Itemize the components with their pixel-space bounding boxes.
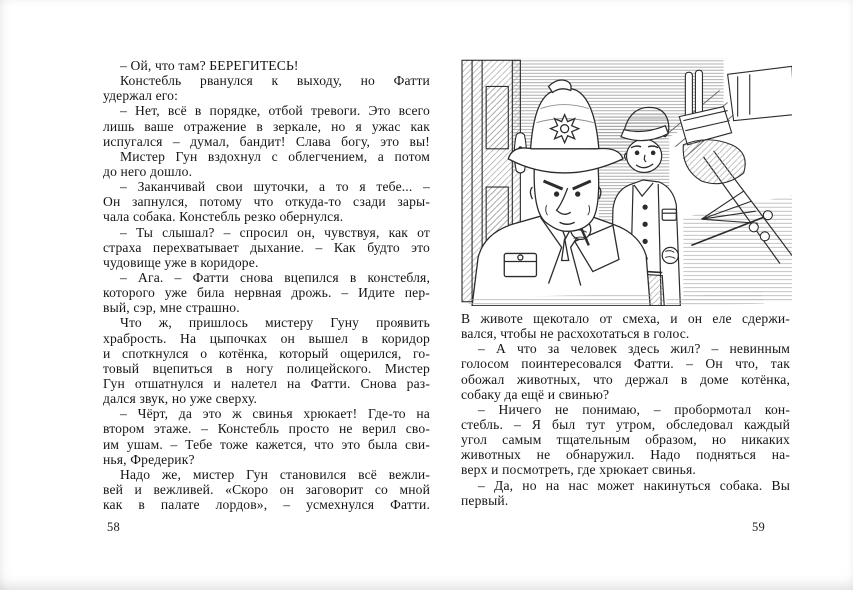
text-line: вался, чтобы не расхохотаться в голос. xyxy=(461,326,690,342)
right-page-text xyxy=(461,311,790,508)
text-line: вей и вежливей. «Скоро он заговорит со мной xyxy=(103,481,430,497)
text-line: – Чёрт, да это ж свинья хрюкает! Где-то на xyxy=(120,406,430,422)
text-line: животных не обнаружил. Надо подняться на- xyxy=(461,447,790,463)
text-line: которого уже била нервная дрожь. – Идите пер- xyxy=(103,285,430,301)
text-line: обожал животных, что держал в доме котёнка, xyxy=(461,371,790,387)
text-line: втором этаже. – Констебль просто не верил сво- xyxy=(103,421,430,437)
text-line: нья, Фредерик? xyxy=(103,451,195,467)
text-line: – Да, но на нас может накинуться собака. Вы xyxy=(478,477,790,493)
text-line: страха перехватывает дыхание. – Как будто это xyxy=(103,239,430,255)
text-line: чудовище уже в коридоре. xyxy=(103,254,259,270)
text-line: – Ага. – Фатти снова вцепился в констебля, xyxy=(120,269,430,285)
text-line: стебль. – Я был тут утром, обследовал каждый xyxy=(461,416,790,432)
text-line: лишь ваше отражение в зеркале, но я ужас как xyxy=(103,118,430,134)
text-line: Констебль рванулся к выходу, но Фатти xyxy=(120,73,430,89)
text-line: Он запнулся, потому что откуда-то сзади зары- xyxy=(103,194,430,210)
text-line: как в палате лордов», – усмехнулся Фатти. xyxy=(103,497,430,513)
text-line: и споткнулся о котёнка, который ощерился, го- xyxy=(103,345,430,361)
text-line: – Ничего не понимаю, – пробормотал кон- xyxy=(478,401,790,417)
text-line: – Заканчивай свои шуточки, а то я тебе... – xyxy=(120,179,430,195)
text-line: Что ж, пришлось мистеру Гуну проявить xyxy=(120,315,430,331)
text-line: верх и посмотреть, где хрюкает свинья. xyxy=(461,462,696,478)
text-line: голосом поинтересовался Фатти. – Он что, так xyxy=(461,356,790,372)
text-line: до него дошло. xyxy=(103,163,193,179)
right-page-number: 59 xyxy=(752,520,766,534)
text-line: – Ты слышал? – спросил он, чувствуя, как от xyxy=(120,224,430,240)
text-line: – Нет, всё в порядке, отбой тревоги. Это всего xyxy=(120,103,430,119)
text-line: первый. xyxy=(461,492,509,508)
text-line: Надо же, мистер Гун становился всё вежли- xyxy=(120,466,430,482)
helmet-badge xyxy=(551,115,579,143)
text-line: дался звук, но уже сверху. xyxy=(103,391,258,407)
text-line: испугался – думал, бандит! Слава богу, это вы! xyxy=(103,133,430,149)
text-line: удержал его: xyxy=(103,88,179,104)
text-line: собаку да ещё и свинью? xyxy=(461,386,610,402)
text-line: Гун отшатнулся и налетел на Фатти. Снова раз- xyxy=(103,375,430,391)
text-line: товый вцепиться в ногу полицейского. Мистер xyxy=(103,360,430,376)
text-line: им ушам. – Тебе тоже кажется, что это была сви- xyxy=(103,436,430,452)
illustration xyxy=(460,56,792,306)
boy-pocket xyxy=(662,209,676,220)
text-line: – Ой, что там? БЕРЕГИТЕСЬ! xyxy=(120,58,299,73)
text-line: – А что за человек здесь жил? – невинным xyxy=(478,341,790,357)
text-line: Мистер Гун вздохнул с облегчением, а потом xyxy=(120,148,430,164)
text-line: В животе щекотало от смеха, и он еле сдержи- xyxy=(461,311,790,326)
left-page-text xyxy=(103,58,430,512)
text-line: храбрость. На цыпочках он вышел в коридор xyxy=(103,330,430,346)
boy-fist xyxy=(662,247,678,263)
left-page-number: 58 xyxy=(107,520,121,534)
text-line: чала собака. Констебль резко обернулся. xyxy=(103,209,344,225)
text-line: вый, сэр, мне страшно. xyxy=(103,300,240,316)
text-line: угол самым тщательным образом, но никаких xyxy=(461,432,790,448)
